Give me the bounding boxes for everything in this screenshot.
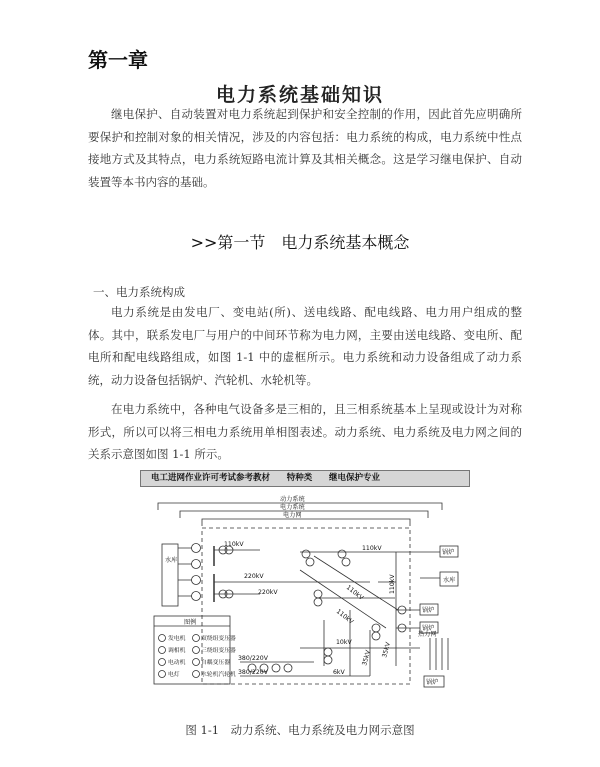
label-relifang: 热力网 bbox=[418, 631, 437, 638]
legend-item-generator: 发电机 bbox=[168, 636, 186, 642]
intro-paragraph: 继电保护、自动装置对电力系统起到保护和安全控制的作用，因此首先应明确所要保护和控制对象的相关情况，涉及的内容包括：电力系统的构成，电力系统中性点接地方式及其特点，电力系统短路电流计算及其相关概念。这是学习继电保护、自动装置等本书内容的基础。 bbox=[88, 107, 522, 189]
paragraph-three-phase: 在电力系统中，各种电气设备多是三相的，且三相系统基本上呈现或设计为对称形式，所以可以将三相电力系统用单相图表述。动力系统、电力系统及电力网之间的关系示意图如图 1-1 所示。 bbox=[88, 402, 522, 461]
legend-item-autotransformer: 自耦变压器 bbox=[201, 660, 230, 666]
label-110kv-e: 110kV bbox=[389, 574, 396, 594]
label-110kv-b: 110kV bbox=[362, 545, 382, 552]
figure-1-1 bbox=[140, 470, 470, 698]
label-dongli: 动力系统 bbox=[280, 496, 305, 503]
banner-specialty: 继电保护专业 bbox=[328, 473, 380, 483]
reservoir-box bbox=[162, 544, 178, 606]
chapter-title: 电力系统基础知识 bbox=[215, 84, 384, 106]
legend-item-two-winding: 双绕组变压器 bbox=[201, 636, 236, 642]
label-110kv-c: 110kV bbox=[344, 584, 365, 602]
label-guolu-3: 锅炉 bbox=[422, 625, 435, 632]
paragraph-composition: 电力系统是由发电厂、变电站(所)、送电线路、配电线路、电力用户组成的整体。其中，联系发电厂与用户的中间环节称为电力网，主要由送电线路、变电所、配电所和配电线路组成，如图 1-1 中的虚框所示。电力系统和动力设备组成了动力系统，动力设备包括锅炉、汽轮机、水轮机等。 bbox=[88, 305, 522, 387]
chapter-number: 第一章 bbox=[88, 48, 148, 72]
label-35kv-b: 35kV bbox=[381, 641, 392, 659]
section-title: >>第一节 电力系统基本概念 bbox=[190, 233, 410, 252]
label-110kv-a: 110kV bbox=[224, 541, 244, 548]
legend-item-lamp: 电灯 bbox=[168, 672, 180, 678]
label-guolu-2: 锅炉 bbox=[422, 607, 435, 614]
label-shuiku: 水库 bbox=[165, 557, 178, 564]
boundary-dianli bbox=[180, 511, 428, 518]
legend-item-turbine: 水轮机汽轮机 bbox=[201, 672, 236, 678]
legend-item-three-winding: 三绕组变压器 bbox=[201, 648, 236, 654]
legend-item-motor: 电动机 bbox=[168, 660, 186, 666]
boundary-dianliwang bbox=[202, 519, 410, 526]
label-dianliwang: 电力网 bbox=[283, 512, 302, 519]
banner-category: 特种类 bbox=[286, 473, 313, 483]
label-shuiku-2: 水库 bbox=[443, 577, 456, 584]
label-380v-b: 380/220V bbox=[238, 669, 268, 676]
label-110kv-d: 110kV bbox=[334, 608, 355, 626]
label-guolu-1: 锅炉 bbox=[442, 549, 455, 556]
subheading: 一、电力系统构成 bbox=[93, 285, 185, 299]
legend-item-compensator: 调相机 bbox=[168, 648, 186, 654]
legend-items bbox=[168, 634, 236, 678]
label-guolu-4: 锅炉 bbox=[426, 679, 439, 686]
figure-caption: 图 1-1 动力系统、电力系统及电力网示意图 bbox=[185, 723, 415, 737]
label-220kv-b: 220kV bbox=[258, 589, 278, 596]
legend-title: 图例 bbox=[184, 619, 197, 626]
label-380v: 380/220V bbox=[238, 655, 268, 662]
label-10kv: 10kV bbox=[336, 639, 352, 646]
power-system-diagram bbox=[140, 470, 470, 698]
label-6kv: 6kV bbox=[333, 669, 345, 676]
banner-book: 电工进网作业许可考试参考教材 bbox=[151, 473, 271, 483]
label-dianli: 电力系统 bbox=[280, 504, 305, 511]
label-35kv-a: 35kV bbox=[361, 649, 372, 667]
label-220kv-a: 220kV bbox=[244, 573, 264, 580]
